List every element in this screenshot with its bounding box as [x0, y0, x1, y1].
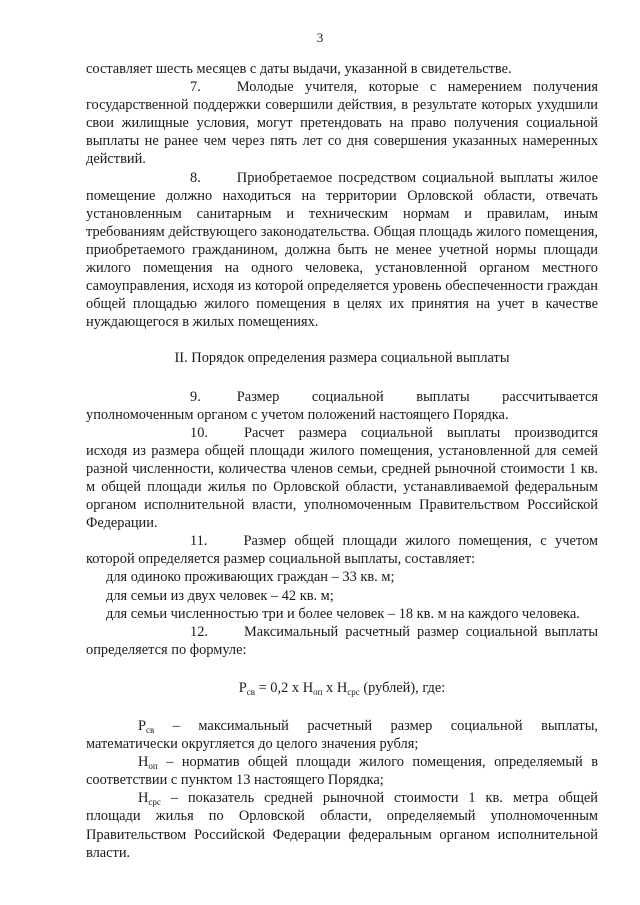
document-body [86, 60, 598, 862]
paragraph-9 [86, 388, 598, 424]
paragraph-number: 12. [190, 623, 208, 640]
paragraph-12 [86, 623, 598, 659]
list-item: для одиноко проживающих граждан – 33 кв. м; [106, 569, 395, 586]
page-number: 3 [316, 30, 324, 45]
paragraph-number: 7. [190, 79, 201, 96]
paragraph-11 [86, 532, 598, 568]
paragraph-text: Расчет размера социальной выплаты производится исходя из размера общей площади жилого помещения, установленной для семей разной численности, количества членов семьи, средней рыночной стоимости 1 кв. м общей площади жилья по Орловской области, устанавливаемой федеральным органом исполнительной власти, уполномоченным Правительством Российской Федерации. [86, 424, 598, 532]
list-item: для семьи из двух человек – 42 кв. м; [106, 587, 334, 604]
formula: $Р_{св} = 0,2$ х $Н_{оп}$ х $Н_{срс}$ (рублей), где: [238, 679, 446, 697]
paragraph-text: Максимальный расчетный размер социальной выплаты определяется по формуле: [86, 623, 598, 658]
paragraph-continued: составляет шесть месяцев с даты выдачи, указанной в свидетельстве. [86, 61, 512, 77]
paragraph-7 [86, 78, 598, 168]
definition-item: $Н_{оп}$ – норматив общей площади жилого помещения, определяемый в соответствии с пунктом 13 настоящего Порядка; [86, 754, 598, 789]
paragraph-text: Размер общей площади жилого помещения, с учетом которой определяется размер социальной выплаты, составляет: [86, 533, 598, 568]
paragraph-text: Размер социальной выплаты рассчитывается уполномоченным органом с учетом положений настоящего Порядка. [86, 388, 598, 423]
list-item: для семьи численностью три и более человек – 18 кв. м на каждого человека. [106, 605, 580, 622]
paragraph-number: 11. [190, 533, 208, 550]
paragraph-8 [86, 169, 598, 332]
definition-item: $Р_{св}$ – максимальный расчетный размер социальной выплаты, математически округляется до целого значения рубля; [86, 718, 598, 753]
definition-item: $Н_{срс}$ – показатель средней рыночной стоимости 1 кв. метра общей площади жилья по Орловской области, определяемый уполномоченным Правительством Российской Федерации федеральным органом исполнительной власти. [86, 790, 598, 861]
section-heading: II. Порядок определения размера социальной выплаты [174, 350, 510, 367]
paragraph-10 [86, 424, 598, 533]
paragraph-text: Приобретаемое посредством социальной выплаты жилое помещение должно находиться на территории Орловской области, отвечать установленным санитарным и техническим нормам и правилам, иным требованиям действующего законодательства. Общая площадь жилого помещения, приобретаемого гражданином, должна быть не менее учетной нормы площади жилого помещения на одного человека, установленной органом местного самоуправления, исходя из которой определяется уровень обеспеченности граждан общей площадью жилого помещения в целях их принятия на учет в качестве нуждающегося в жилых помещениях. [86, 169, 598, 331]
paragraph-number: 8. [190, 169, 201, 186]
paragraph-text: Молодые учителя, которые с намерением получения государственной поддержки совершили действия, в результате которых ухудшили свои жилищные условия, могут претендовать на право получения социальной выплаты не ранее чем через пять лет со дня совершения указанных намеренных действий. [86, 79, 598, 168]
paragraph-number: 9. [190, 388, 201, 405]
paragraph-number: 10. [190, 424, 208, 441]
